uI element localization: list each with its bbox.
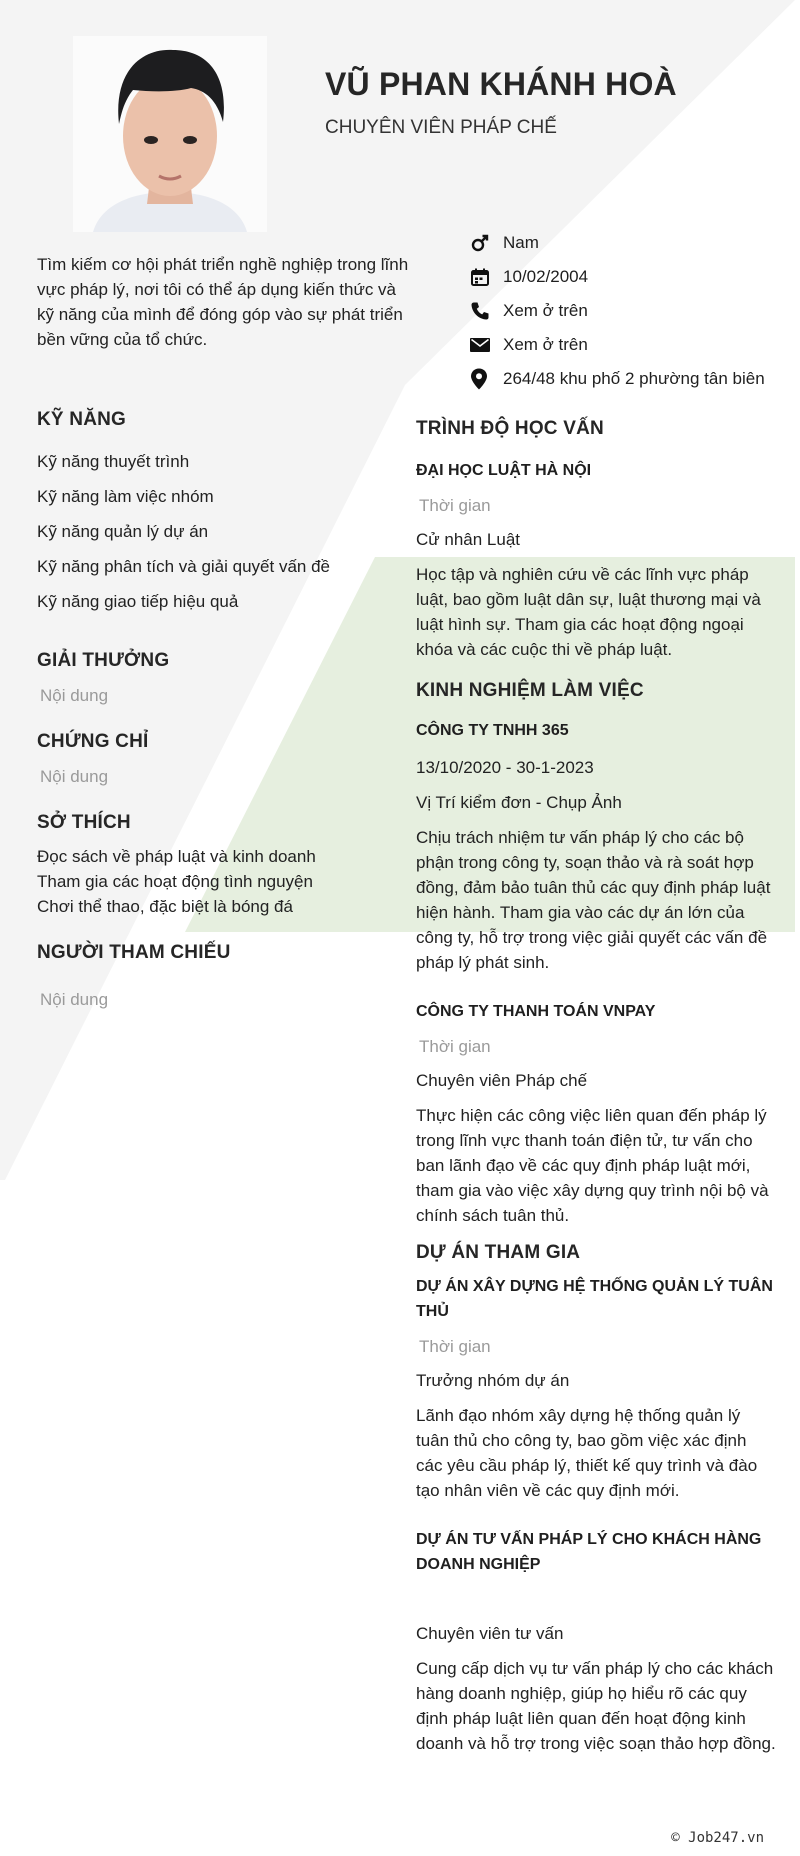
right-column	[416, 418, 776, 1756]
location-pin-icon	[470, 366, 503, 391]
contact-phone	[470, 298, 780, 323]
skill-item: Kỹ năng thuyết trình	[37, 452, 190, 471]
contact-birthday	[470, 264, 780, 289]
experience-title: KINH NGHIỆM LÀM VIỆC	[416, 680, 644, 701]
candidate-name: VŨ PHAN KHÁNH HOÀ	[325, 66, 677, 102]
skill-item: Kỹ năng phân tích và giải quyết vấn đề	[37, 557, 330, 576]
job-role: Chuyên viên Pháp chế	[416, 1071, 588, 1090]
skill-item: Kỹ năng quản lý dự án	[37, 522, 209, 541]
candidate-position: CHUYÊN VIÊN PHÁP CHẾ	[325, 117, 557, 138]
skills-title: KỸ NĂNG	[37, 409, 127, 430]
project-role: Trưởng nhóm dự án	[416, 1371, 570, 1390]
avatar-photo	[73, 36, 267, 232]
projects-title: DỰ ÁN THAM GIA	[416, 1242, 581, 1263]
gender-value: Nam	[503, 233, 539, 252]
skill-item: Kỹ năng làm việc nhóm	[37, 487, 214, 506]
project-role: Chuyên viên tư vấn	[416, 1624, 564, 1643]
contact-info	[470, 230, 780, 400]
calendar-icon	[470, 264, 503, 289]
job-role: Vị Trí kiểm đơn - Chụp Ảnh	[416, 793, 622, 812]
education-description: Học tập và nghiên cứu về các lĩnh vực pháp luật, bao gồm luật dân sự, luật thương mại và luật hình sự. Tham gia các hoạt động ngoại khóa và các cuộc thi về pháp luật.	[416, 565, 761, 659]
skills-list	[37, 449, 377, 614]
project-description: Lãnh đạo nhóm xây dựng hệ thống quản lý tuân thủ cho công ty, bao gồm việc xác định các yêu cầu pháp lý, thiết kế quy trình và đào tạo nhân viên về các quy định mới.	[416, 1406, 758, 1500]
contact-address	[470, 366, 780, 391]
contact-email	[470, 332, 780, 357]
contact-gender	[470, 230, 780, 255]
phone-icon	[470, 298, 503, 323]
project-time: Thời gian	[419, 1337, 491, 1356]
awards-content: Nội dung	[40, 686, 109, 705]
job-description: Chịu trách nhiệm tư vấn pháp lý cho các bộ phận trong công ty, soạn thảo và rà soát hợp đồng, đảm bảo tuân thủ các quy định pháp luật hiện hành. Tham gia vào các dự án lớn của công ty, hỗ trợ trong việc giải quyết các vấn đề pháp lý phát sinh.	[416, 828, 771, 972]
gender-icon	[470, 230, 503, 255]
email-value: Xem ở trên	[503, 335, 588, 354]
hobby-item: Tham gia các hoạt động tình nguyện	[37, 872, 313, 891]
job-time: Thời gian	[419, 1037, 491, 1056]
project-name: DỰ ÁN TƯ VẤN PHÁP LÝ CHO KHÁCH HÀNG DOANH NGHIỆP	[416, 1531, 762, 1573]
skill-item: Kỹ năng giao tiếp hiệu quả	[37, 592, 239, 611]
project-name: DỰ ÁN XÂY DỰNG HỆ THỐNG QUẢN LÝ TUÂN THỦ	[416, 1278, 773, 1320]
awards-title: GIẢI THƯỞNG	[37, 650, 170, 671]
certificates-title: CHỨNG CHỈ	[37, 731, 149, 752]
education-school: ĐẠI HỌC LUẬT HÀ NỘI	[416, 462, 592, 479]
references-content: Nội dung	[40, 990, 109, 1009]
career-objective: Tìm kiếm cơ hội phát triển nghề nghiệp trong lĩnh vực pháp lý, nơi tôi có thể áp dụng kiến thức và kỹ năng của mình để đóng góp vào sự phát triển bền vững của tổ chức.	[37, 255, 409, 349]
mail-icon	[470, 332, 503, 357]
certificates-content: Nội dung	[40, 767, 109, 786]
job-description: Thực hiện các công việc liên quan đến pháp lý trong lĩnh vực thanh toán điện tử, tư vấn cho ban lãnh đạo về các quy định pháp luật mới, tham gia vào việc xây dựng quy trình nội bộ và chính sách tuân thủ.	[416, 1106, 769, 1225]
hobbies-list	[37, 844, 377, 919]
footer-copyright: © Job247.vn	[671, 1830, 764, 1846]
project-description: Cung cấp dịch vụ tư vấn pháp lý cho các khách hàng doanh nghiệp, giúp họ hiểu rõ các quy định pháp luật liên quan đến hoạt động kinh doanh và hỗ trợ trong việc soạn thảo hợp đồng.	[416, 1659, 776, 1753]
education-time: Thời gian	[419, 496, 491, 515]
phone-value: Xem ở trên	[503, 301, 588, 320]
job-time: 13/10/2020 - 30-1-2023	[416, 758, 594, 777]
education-degree: Cử nhân Luật	[416, 530, 521, 549]
address-value: 264/48 khu phố 2 phường tân biên	[503, 369, 765, 388]
hobby-item: Đọc sách về pháp luật và kinh doanh	[37, 847, 316, 866]
job-company: CÔNG TY THANH TOÁN VNPAY	[416, 1003, 656, 1020]
hobby-item: Chơi thể thao, đặc biệt là bóng đá	[37, 897, 293, 916]
job-company: CÔNG TY TNHH 365	[416, 722, 569, 739]
references-title: NGƯỜI THAM CHIẾU	[37, 942, 231, 963]
hobbies-title: SỞ THÍCH	[37, 812, 131, 833]
project-time	[416, 1587, 776, 1612]
birthday-value: 10/02/2004	[503, 267, 589, 286]
education-title: TRÌNH ĐỘ HỌC VẤN	[416, 418, 604, 439]
